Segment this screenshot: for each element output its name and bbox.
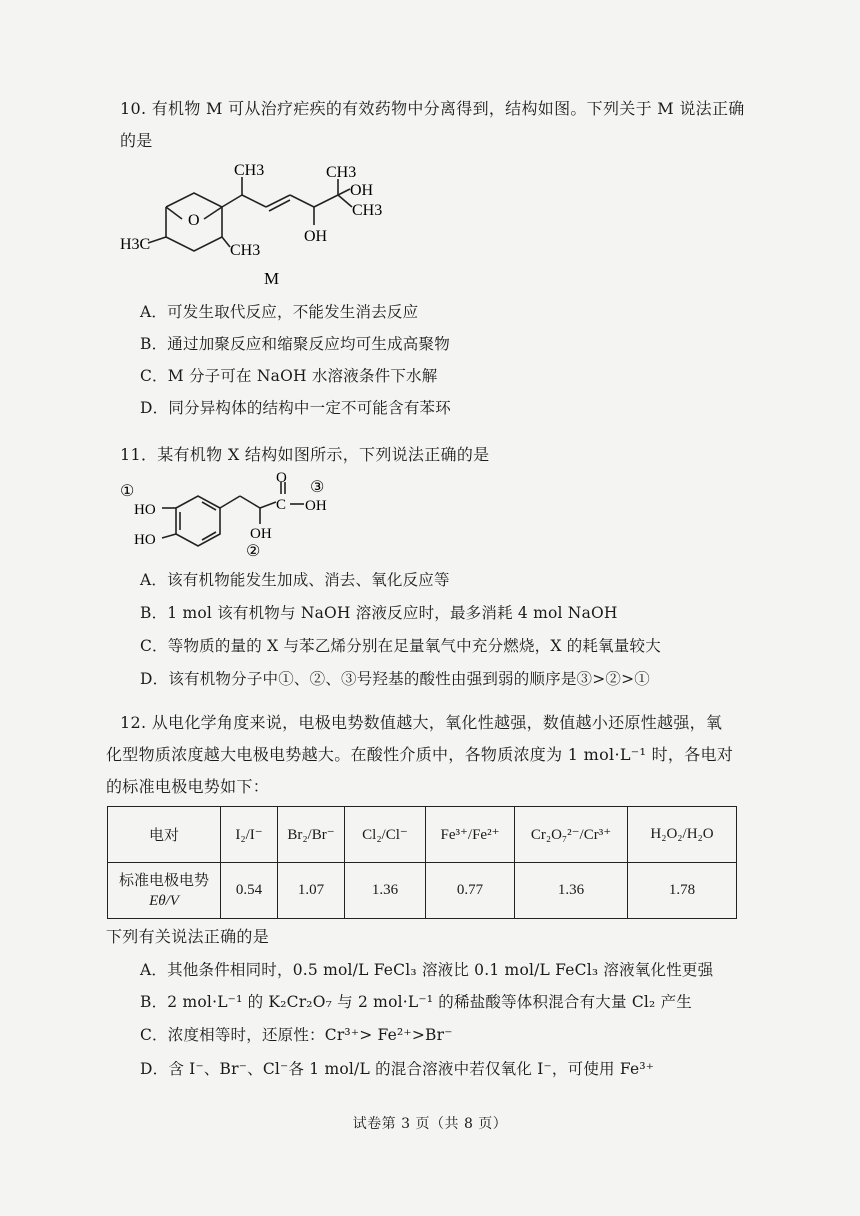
table-row-label: [108, 863, 221, 919]
q12-stem-line1: 12. 从电化学角度来说，电极电势数值越大，氧化性越强，数值越小还原性越强，氧: [120, 713, 723, 732]
q12-option-a[interactable]: A．其他条件相同时，0.5 mol/L FeCl₃ 溶液比 0.1 mol/L FeCl₃ 溶液氧化性更强: [140, 961, 714, 979]
q12-option-b[interactable]: B．2 mol·L⁻¹ 的 K₂Cr₂O₇ 与 2 mol·L⁻¹ 的稀盐酸等体积混合有大量 Cl₂ 产生: [140, 993, 692, 1011]
q10-label-ch3-right1: CH3: [326, 164, 357, 181]
table-value-5: 1.36: [515, 863, 628, 919]
q10-option-c[interactable]: C．M 分子可在 NaOH 水溶液条件下水解: [140, 367, 438, 385]
q12-stem-line2: 化型物质浓度越大电极电势越大。在酸性介质中，各物质浓度为 1 mol·L⁻¹ 时，各电对: [106, 745, 734, 764]
q11-label-circle1: ①: [120, 483, 135, 500]
q10-label-ch3-top: CH3: [234, 162, 265, 179]
q12-question: 下列有关说法正确的是: [106, 927, 270, 946]
q11-label-oh: OH: [250, 526, 272, 542]
table-header-label: 电对: [108, 807, 221, 863]
table-row-label-line1: 标准电极电势: [118, 872, 209, 889]
q10-stem-line1: 10. 有机物 M 可从治疗疟疾的有效药物中分离得到，结构如图。下列关于 M 说法正确: [120, 99, 745, 118]
q11-label-ho1: HO: [134, 502, 156, 518]
q11-label-circle2: ②: [246, 543, 261, 560]
table-value-6: 1.78: [628, 863, 737, 919]
table-row-potentials: [108, 863, 737, 919]
table-value-3: 1.36: [345, 863, 426, 919]
table-couple-3: Cl₂/Cl⁻: [345, 807, 426, 863]
table-couple-4: Fe³⁺/Fe²⁺: [426, 807, 515, 863]
table-couple-1: I₂/I⁻: [221, 807, 278, 863]
q10-stem-line2: 的是: [120, 131, 153, 150]
table-row-label-line2: Eθ/V: [149, 892, 179, 909]
table-value-2: 1.07: [278, 863, 345, 919]
q11-label-oh-acid: OH: [305, 498, 327, 514]
table-couple-6: H₂O₂/H₂O: [628, 807, 737, 863]
electrode-potential-table: [107, 806, 737, 919]
q11-label-ho2: HO: [134, 532, 156, 548]
q10-option-b[interactable]: B．通过加聚反应和缩聚反应均可生成高聚物: [140, 335, 450, 353]
q12-option-d[interactable]: D．含 I⁻、Br⁻、Cl⁻各 1 mol/L 的混合溶液中若仅氧化 I⁻，可使用 Fe³⁺: [140, 1060, 655, 1078]
table-couple-2: Br₂/Br⁻: [278, 807, 345, 863]
q10-option-a[interactable]: A．可发生取代反应，不能发生消去反应: [140, 303, 419, 321]
page-footer: 试卷第 3 页（共 8 页）: [352, 1116, 508, 1132]
q10-label-o: O: [188, 212, 200, 229]
q11-structure-X: [118, 472, 348, 560]
q12-stem-line3: 的标准电极电势如下：: [106, 777, 270, 796]
q11-label-circle3: ③: [310, 479, 325, 496]
table-value-4: 0.77: [426, 863, 515, 919]
q11-option-a[interactable]: A．该有机物能发生加成、消去、氧化反应等: [140, 571, 450, 589]
q10-structure-M: [118, 155, 398, 290]
table-row-couples: [108, 807, 737, 863]
q11-option-b[interactable]: B．1 mol 该有机物与 NaOH 溶液反应时，最多消耗 4 mol NaOH: [140, 604, 618, 622]
table-couple-5: Cr₂O₇²⁻/Cr³⁺: [515, 807, 628, 863]
q11-stem: 11．某有机物 X 结构如图所示，下列说法正确的是: [120, 445, 490, 464]
q11-label-o: O: [276, 472, 287, 486]
q11-option-d[interactable]: D．该有机物分子中①、②、③号羟基的酸性由强到弱的顺序是③>②>①: [140, 670, 651, 688]
q10-label-oh-right: OH: [350, 182, 374, 199]
q10-label-ch3-bottom: CH3: [230, 242, 261, 259]
q11-option-c[interactable]: C．等物质的量的 X 与苯乙烯分别在足量氧气中充分燃烧，X 的耗氧量较大: [140, 637, 661, 655]
q10-label-oh-bottom: OH: [304, 228, 328, 245]
q10-label-h3c: H3C: [120, 236, 151, 253]
q10-label-M: M: [264, 269, 280, 288]
q10-label-ch3-right2: CH3: [352, 202, 383, 219]
q12-option-c[interactable]: C．浓度相等时，还原性：Cr³⁺> Fe²⁺>Br⁻: [140, 1026, 453, 1044]
table-value-1: 0.54: [221, 863, 278, 919]
q10-option-d[interactable]: D．同分异构体的结构中一定不可能含有苯环: [140, 399, 451, 417]
q11-label-c: C: [276, 497, 287, 513]
